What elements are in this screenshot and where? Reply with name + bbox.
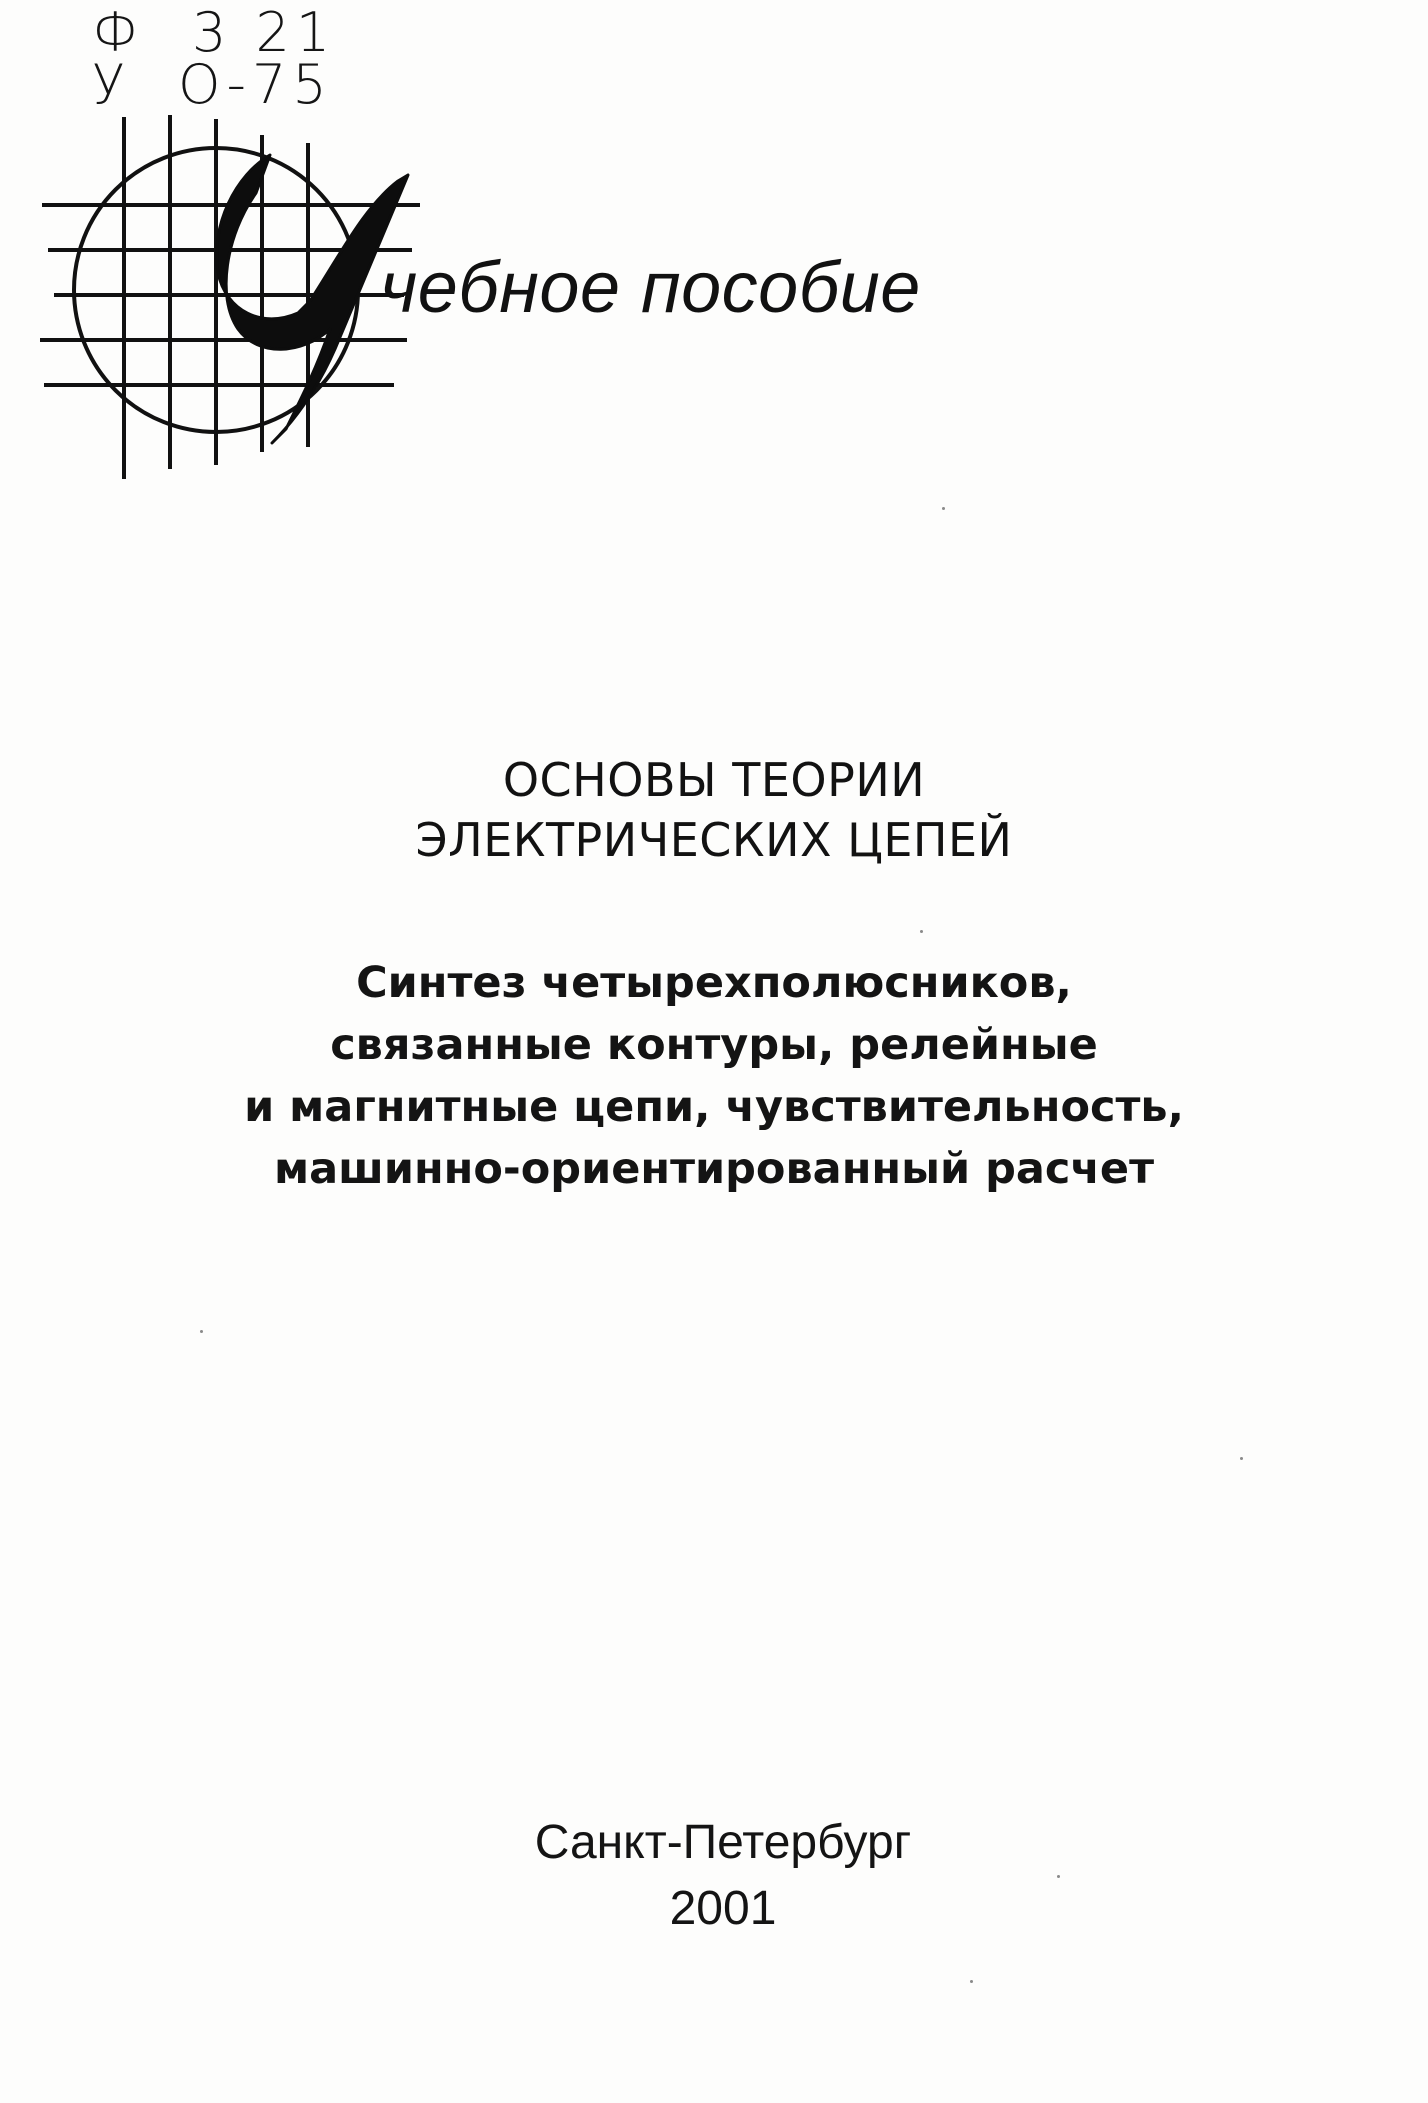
shelf-mark-letter-top: Ф [92,1,145,64]
book-subtitle-line-4: машинно-ориентированный расчет [274,1144,1154,1194]
shelf-mark [92,1,352,116]
scan-speck [970,1980,973,1983]
imprint [0,1812,1428,1940]
scan-speck [942,507,945,510]
book-subtitle-line-1: Синтез четырехполюсников, [356,958,1072,1008]
publication-year: 2001 [669,1882,777,1935]
book-title [0,750,1428,870]
scan-speck [1057,1875,1060,1878]
grid-circle-logo-icon [40,115,420,485]
book-title-line-2: ЭЛЕКТРИЧЕСКИХ ЦЕПЕЙ [415,813,1013,867]
scan-speck [920,930,923,933]
shelf-mark-number-bottom: О-75 [178,53,333,116]
book-subtitle [0,952,1428,1200]
scan-speck [200,1330,203,1333]
publication-place: Санкт-Петербург [534,1816,912,1869]
shelf-mark-letter-bottom: У [92,53,131,116]
book-title-line-1: ОСНОВЫ ТЕОРИИ [502,753,926,807]
series-name: чебное пособие [380,248,921,328]
shelf-mark-number-top: 3 21 [192,1,337,64]
book-subtitle-line-2: связанные контуры, релейные [330,1020,1098,1070]
book-subtitle-line-3: и магнитные цепи, чувствительность, [244,1082,1184,1132]
scan-speck [1240,1457,1243,1460]
